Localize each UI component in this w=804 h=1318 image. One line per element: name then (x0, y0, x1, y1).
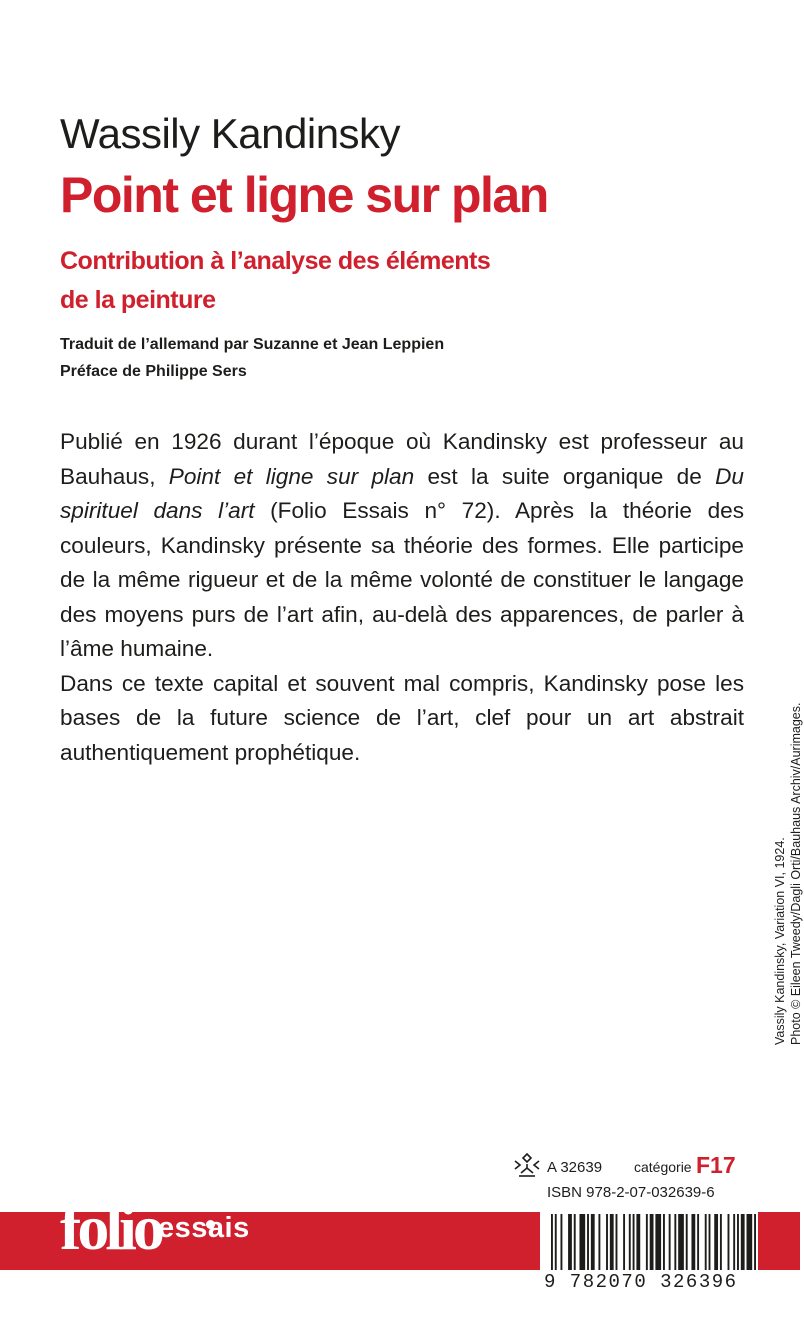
blurb-title-reference: Point et ligne sur plan (168, 463, 415, 489)
barcode-bar (610, 1214, 614, 1270)
barcode-bar (591, 1214, 595, 1270)
subtitle-line-2: de la peinture (60, 286, 216, 314)
subtitle-line-1: Contribution à l’analyse des éléments (60, 247, 491, 275)
barcode-bar (705, 1214, 707, 1270)
series-name: essais (158, 1212, 250, 1244)
catalog-number: A 32639 (547, 1159, 603, 1176)
barcode-bar (720, 1214, 722, 1270)
barcode-bar (728, 1214, 730, 1270)
barcode-bar (633, 1214, 635, 1270)
barcode-bar (616, 1214, 618, 1270)
barcode-bar (568, 1214, 572, 1270)
barcode-bar (574, 1214, 576, 1270)
barcode-bar (650, 1214, 654, 1270)
barcode-bar (747, 1214, 753, 1270)
cover-photo-credit (772, 703, 804, 1046)
barcode-bar (646, 1214, 648, 1270)
category-code: F17 (696, 1152, 736, 1178)
photo-credit-line-1: Vassily Kandinsky, Variation VI, 1924. (773, 837, 787, 1045)
barcode-bar (579, 1214, 585, 1270)
category-label: catégorie (634, 1159, 692, 1175)
barcode-bar (606, 1214, 608, 1270)
blurb-text: est la suite organique de (414, 463, 716, 489)
barcode-bar (674, 1214, 676, 1270)
folio-wordmark: folio (60, 1192, 161, 1263)
barcode-bar (754, 1214, 756, 1270)
photo-credit-line-2: Photo © Eileen Tweedy/Dagli Orti/Bauhaus Archiv/Aurimages. (789, 702, 803, 1045)
barcode-bar (678, 1214, 684, 1270)
barcode-bar (669, 1214, 671, 1270)
barcode-bar (741, 1214, 745, 1270)
barcode-bar (551, 1214, 553, 1270)
barcode-bar (629, 1214, 631, 1270)
barcode-bar (560, 1214, 562, 1270)
barcode-bar (686, 1214, 688, 1270)
barcode-panel (540, 1205, 758, 1299)
barcode-digits: 9 782070 326396 (544, 1271, 738, 1293)
barcode-bar (636, 1214, 640, 1270)
folio-logo (60, 1192, 161, 1263)
blurb-paragraph-1 (60, 425, 744, 667)
book-subtitle (60, 242, 620, 320)
barcode-bar (733, 1214, 735, 1270)
barcode-bar (587, 1214, 589, 1270)
back-cover-blurb (60, 425, 744, 770)
blurb-book-reference: Du spirituel dans l’art (60, 463, 744, 523)
catalog-info (512, 1152, 762, 1182)
blurb-paragraph-2: Dans ce texte capital et souvent mal compris, Kandinsky pose les bases de la future science de l’art, clef pour un art abstrait authentiquement prophétique. (60, 670, 744, 765)
barcode-bar (623, 1214, 625, 1270)
preface-credit: Préface de Philippe Sers (60, 363, 247, 380)
isbn-barcode (551, 1214, 756, 1270)
barcode-bar (663, 1214, 665, 1270)
barcode-bar (737, 1214, 739, 1270)
author-name: Wassily Kandinsky (60, 110, 401, 157)
barcode-bar (697, 1214, 699, 1270)
barcode-bar (691, 1214, 695, 1270)
barcode-bar (709, 1214, 711, 1270)
barcode-bar (555, 1214, 557, 1270)
book-title: Point et ligne sur plan (60, 167, 548, 223)
barcode-bar (714, 1214, 718, 1270)
publisher-logo-icon (512, 1152, 542, 1178)
isbn: ISBN 978-2-07-032639-6 (547, 1184, 715, 1201)
barcode-bar (598, 1214, 600, 1270)
barcode-bar (655, 1214, 661, 1270)
translation-credit: Traduit de l’allemand par Suzanne et Jean Leppien (60, 336, 445, 353)
blurb-text: (Folio Essais n° 72). Après la théorie des couleurs, Kandinsky présente sa théorie des formes. Elle participe de la même rigueur et de la même volonté de constituer le langage des moyens purs de l’art afin, au-delà des apparences, de parler à l’âme humaine. (60, 498, 744, 661)
blurb-text: Publié en 1926 durant l’époque où Kandinsky est professeur au Bauhaus, (60, 429, 744, 489)
